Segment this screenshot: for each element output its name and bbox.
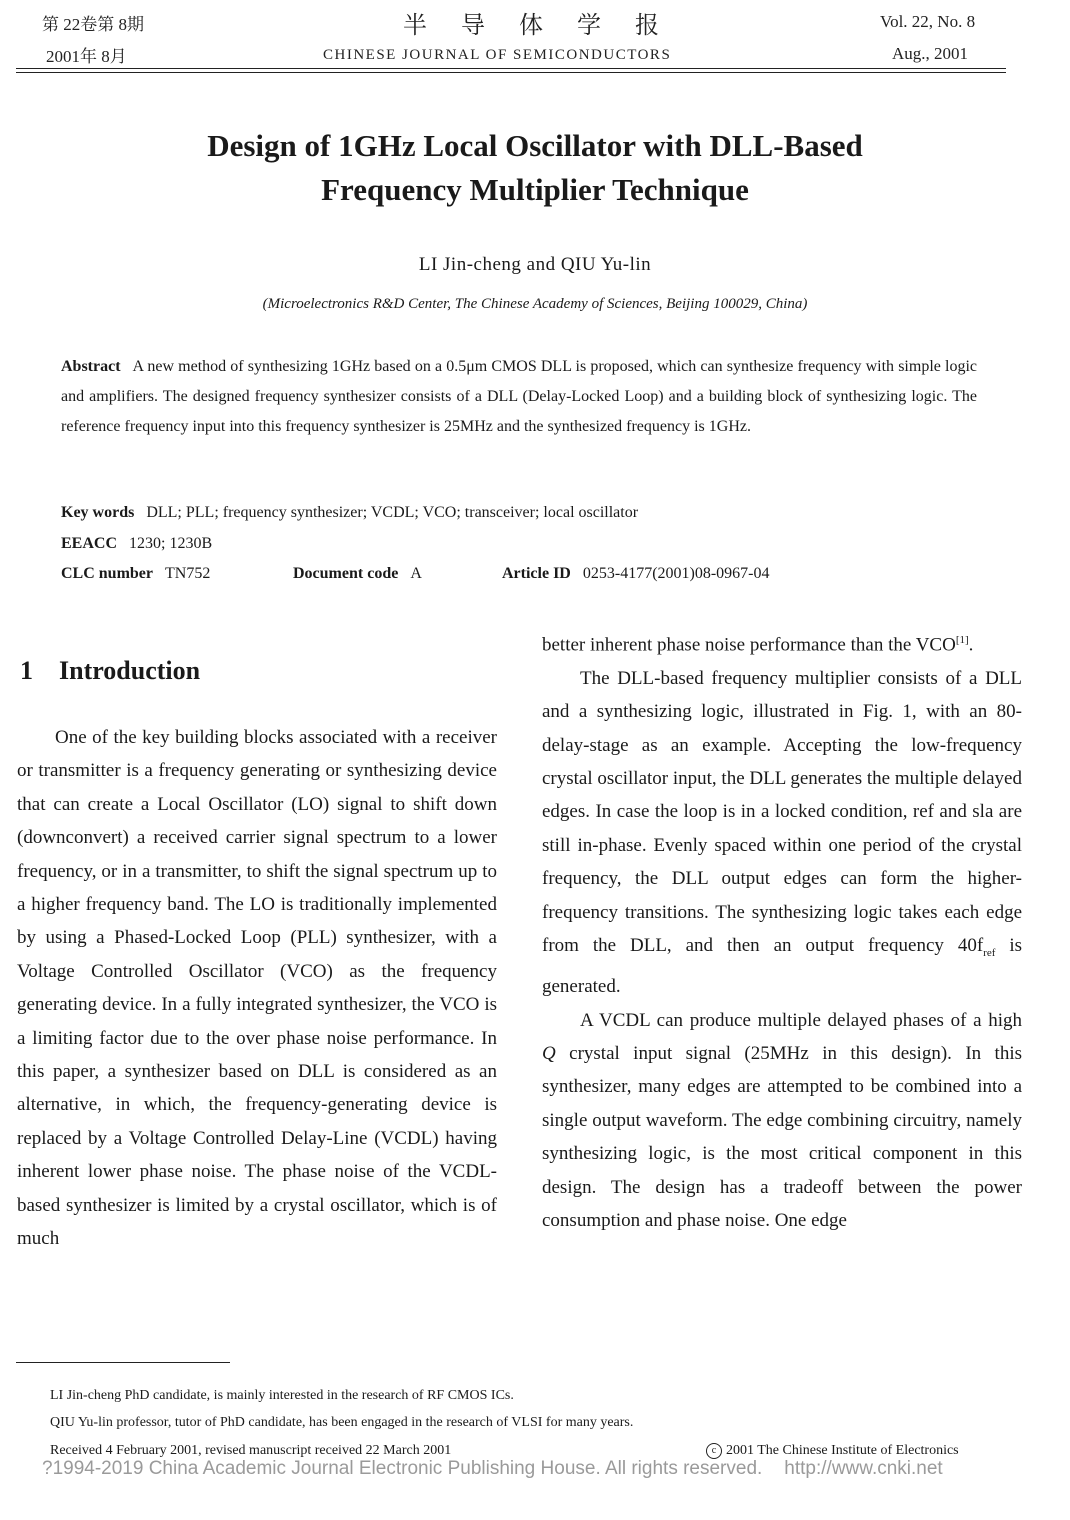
eeacc <box>61 535 212 553</box>
intro-paragraph-1: One of the key building blocks associated with a receiver or transmitter is a frequency generating or synthesizing device that can create a Local Oscillator (LO) signal to shift down (downconvert) a received carrier signal spectrum to a lower frequency, or in a transmitter, to shift the signal spectrum up to a higher frequency band. The LO is traditionally implemented by using a Phased-Locked Loop (PLL) synthesizer, with a Voltage Controlled Oscillator (VCO) as the frequency generating device. In a fully integrated synthesizer, the VCO is a limiting factor due to the over phase noise performance. In this paper, a synthesizer based on DLL is considered as an alternative, in which, the frequency-generating device is replaced by a Voltage Controlled Delay-Line (VCDL) having inherent lower phase noise. The phase noise of the VCDL-based synthesizer is limited by a crystal oscillator, which is of much <box>17 727 497 1250</box>
article-id-label: Article ID <box>502 565 571 582</box>
paper-title <box>0 124 1070 212</box>
watermark-url[interactable]: http://www.cnki.net <box>784 1458 943 1479</box>
section-number: 1 <box>20 656 33 685</box>
para-text: crystal input signal (25MHz in this design). In this synthesizer, many edges are attempted to be combined into a single output waveform. The edge combining circuitry, namely synthesizing logic, is the most critical component in this design. The design has a tradeoff between the power consumption and phase noise. One edge <box>542 1043 1022 1232</box>
para-text: The DLL-based frequency multiplier consists of a DLL and a synthesizing logic, illustrated in Fig. 1, with an 80-delay-stage as an example. Accepting the low-frequency crystal oscillator input, the DLL generates the multiple delayed edges. In case the loop is in a locked condition, ref and sla are still in-phase. Evenly spaced within one period of the crystal frequency, the DLL output edges can form the higher-frequency transitions. The synthesizing logic takes each edge from the DLL, and then an output frequency 40f <box>542 667 1022 956</box>
header-date-cn: 2001年 8月 <box>46 47 127 66</box>
keywords-text: DLL; PLL; frequency synthesizer; VCDL; VCO; transceiver; local oscillator <box>146 504 639 521</box>
q-symbol: Q <box>542 1043 556 1064</box>
footnote-author-2: QIU Yu-lin professor, tutor of PhD candidate, has been engaged in the research of VLSI for many years. <box>50 1415 634 1430</box>
abstract-text: A new method of synthesizing 1GHz based on a 0.5μm CMOS DLL is proposed, which can synthesize frequency with simple logic and amplifiers. The designed frequency synthesizer consists of a DLL (Delay-Locked Loop) and a building block of synthesizing logic. The reference frequency input into this frequency synthesizer is 25MHz and the synthesized frequency is 1GHz. <box>61 358 977 435</box>
intro-paragraph-3 <box>542 1004 1022 1238</box>
received-date: Received 4 February 2001, revised manuscript received 22 March 2001 <box>50 1443 452 1458</box>
header-volume-cn: 第 22卷第 8期 <box>42 15 144 34</box>
authors: LI Jin-cheng and QIU Yu-lin <box>418 254 652 275</box>
header-rule-double <box>16 72 1006 73</box>
header-volume-en: Vol. 22, No. 8 <box>880 12 976 31</box>
copyright-text: 2001 The Chinese Institute of Electronics <box>726 1443 959 1458</box>
doc-code-label: Document code <box>293 565 399 582</box>
para-text: A VCDL can produce multiple delayed phases of a high <box>580 1009 1022 1031</box>
left-column <box>17 721 497 1256</box>
doc-code-text: A <box>410 565 422 582</box>
paper-title-line1: Design of 1GHz Local Oscillator with DLL-Based <box>207 128 863 163</box>
footnote-author-1: LI Jin-cheng PhD candidate, is mainly interested in the research of RF CMOS ICs. <box>50 1388 514 1403</box>
header-date-en: Aug., 2001 <box>892 44 969 63</box>
para-text: better inherent phase noise performance than the VCO <box>542 634 956 656</box>
para-text: . <box>968 634 974 656</box>
article-id-text: 0253-4177(2001)08-0967-04 <box>582 565 770 582</box>
intro-paragraph-continued <box>542 624 1022 662</box>
intro-paragraph-2 <box>542 662 1022 1004</box>
eeacc-text: 1230; 1230B <box>129 535 213 552</box>
clc-label: CLC number <box>61 565 154 582</box>
watermark-text: ?1994-2019 China Academic Journal Electronic Publishing House. All rights reserved. <box>42 1458 763 1479</box>
affiliation-text: (Microelectronics R&D Center, The Chinese Academy of Sciences, Beijing 100029, China) <box>262 296 808 312</box>
clc-text: TN752 <box>165 565 211 582</box>
abstract <box>61 352 977 442</box>
eeacc-label: EEACC <box>61 535 118 552</box>
watermark <box>42 1458 943 1480</box>
para-text: is generated. <box>542 934 1022 998</box>
right-column <box>542 624 1022 1237</box>
copyright-icon: c <box>706 1443 722 1459</box>
keywords <box>61 504 638 522</box>
header-journal-cn: 半 导 体 学 报 <box>403 13 673 39</box>
copyright-notice <box>706 1443 959 1459</box>
citation-ref: [1] <box>955 634 969 646</box>
affiliation <box>0 296 1070 313</box>
header-rule <box>16 68 1006 69</box>
footnote-rule <box>16 1362 230 1363</box>
clc-number <box>61 565 210 583</box>
section-heading <box>20 656 200 686</box>
document-code <box>293 565 422 583</box>
header-journal-en: CHINESE JOURNAL OF SEMICONDUCTORS <box>323 47 672 63</box>
article-id <box>502 565 770 583</box>
subscript-ref: ref <box>983 946 996 959</box>
section-title: Introduction <box>59 656 201 685</box>
keywords-label: Key words <box>61 504 135 521</box>
abstract-label: Abstract <box>61 358 121 375</box>
paper-title-line2: Frequency Multiplier Technique <box>321 172 749 207</box>
